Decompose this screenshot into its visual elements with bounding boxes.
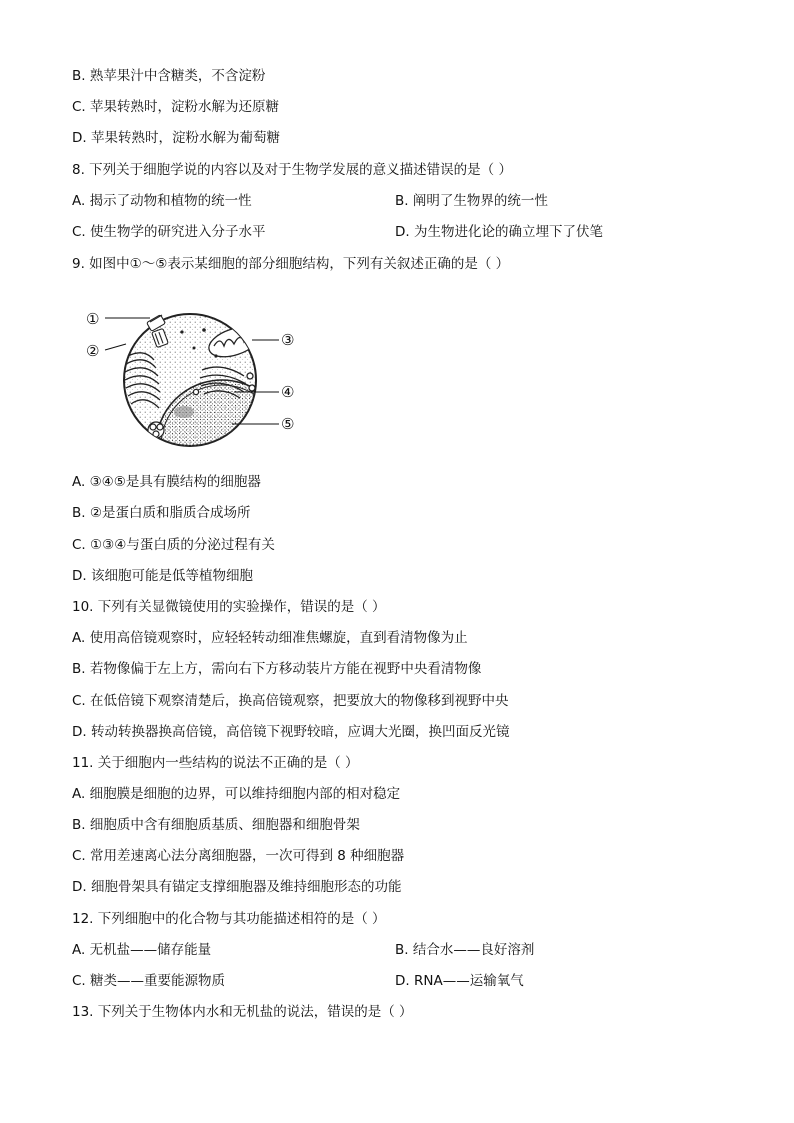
- label-5: ⑤: [281, 415, 295, 433]
- question-10: 10. 下列有关显微镜使用的实验操作，错误的是（ ）: [72, 599, 386, 615]
- label-4: ④: [281, 383, 295, 401]
- q10-option-c: C. 在低倍镜下观察清楚后，换高倍镜观察，把要放大的物像移到视野中央: [72, 693, 509, 709]
- q10-option-d: D. 转动转换器换高倍镜，高倍镜下视野较暗，应调大光圈，换凹面反光镜: [72, 724, 510, 740]
- q8-option-b: B. 阐明了生物界的统一性: [395, 193, 548, 209]
- question-13: 13. 下列关于生物体内水和无机盐的说法，错误的是（ ）: [72, 1004, 413, 1020]
- q11-option-b: B. 细胞质中含有细胞质基质、细胞器和细胞骨架: [72, 817, 360, 833]
- q8-option-d: D. 为生物进化论的确立埋下了伏笔: [395, 224, 603, 240]
- q9-option-c: C. ①③④与蛋白质的分泌过程有关: [72, 537, 275, 553]
- q11-option-c: C. 常用差速离心法分离细胞器，一次可得到 8 种细胞器: [72, 848, 405, 864]
- option-line: B. 熟苹果汁中含糖类，不含淀粉: [72, 68, 266, 84]
- label-2: ②: [86, 342, 100, 360]
- q12-option-d: D. RNA——运输氧气: [395, 973, 524, 989]
- q8-option-c: C. 使生物学的研究进入分子水平: [72, 224, 266, 240]
- label-1: ①: [86, 310, 100, 328]
- cell-diagram: [84, 296, 312, 452]
- option-line: C. 苹果转熟时，淀粉水解为还原糖: [72, 99, 280, 115]
- question-9: 9. 如图中①～⑤表示某细胞的部分细胞结构，下列有关叙述正确的是（ ）: [72, 256, 510, 272]
- question-12: 12. 下列细胞中的化合物与其功能描述相符的是（ ）: [72, 911, 386, 927]
- q12-option-b: B. 结合水——良好溶剂: [395, 942, 535, 958]
- cell-structure-figure: [84, 296, 312, 452]
- q11-option-a: A. 细胞膜是细胞的边界，可以维持细胞内部的相对稳定: [72, 786, 401, 802]
- q10-option-a: A. 使用高倍镜观察时，应轻轻转动细准焦螺旋，直到看清物像为止: [72, 630, 468, 646]
- q9-option-a: A. ③④⑤是具有膜结构的细胞器: [72, 474, 261, 490]
- q12-option-a: A. 无机盐——储存能量: [72, 942, 212, 958]
- label-3: ③: [281, 331, 295, 349]
- question-8: 8. 下列关于细胞学说的内容以及对于生物学发展的意义描述错误的是（ ）: [72, 162, 512, 178]
- q8-option-a: A. 揭示了动物和植物的统一性: [72, 193, 252, 209]
- q10-option-b: B. 若物像偏于左上方，需向右下方移动装片方能在视野中央看清物像: [72, 661, 482, 677]
- option-line: D. 苹果转熟时，淀粉水解为葡萄糖: [72, 130, 280, 146]
- question-11: 11. 关于细胞内一些结构的说法不正确的是（ ）: [72, 755, 359, 771]
- q12-option-c: C. 糖类——重要能源物质: [72, 973, 226, 989]
- q9-option-d: D. 该细胞可能是低等植物细胞: [72, 568, 253, 584]
- q9-option-b: B. ②是蛋白质和脂质合成场所: [72, 505, 251, 521]
- q11-option-d: D. 细胞骨架具有锚定支撑细胞器及维持细胞形态的功能: [72, 879, 402, 895]
